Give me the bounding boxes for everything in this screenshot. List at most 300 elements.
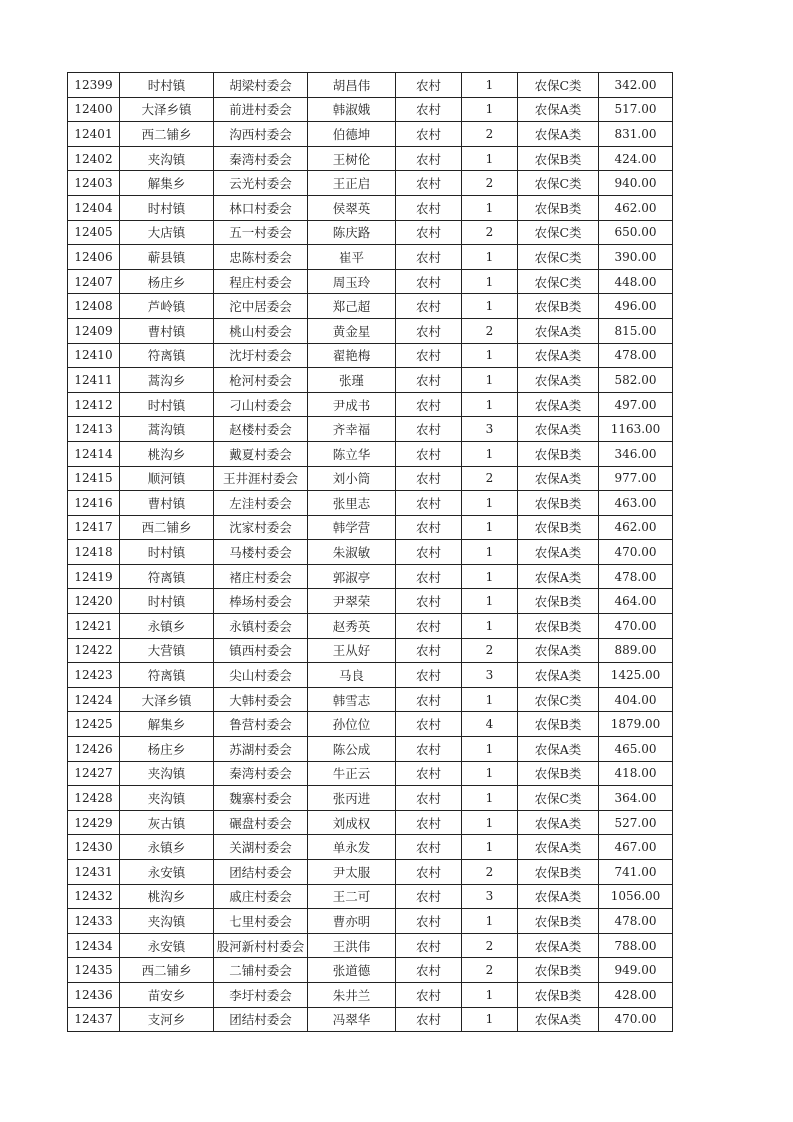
town-cell: 桃沟乡 bbox=[120, 884, 214, 909]
town-cell: 杨庄乡 bbox=[120, 269, 214, 294]
insurance-category-cell: 农保B类 bbox=[518, 909, 599, 934]
table-row bbox=[68, 417, 673, 442]
village-committee-cell: 鲁营村委会 bbox=[214, 712, 308, 737]
family-size-cell: 1 bbox=[462, 737, 518, 762]
insurance-category-cell: 农保C类 bbox=[518, 687, 599, 712]
town-cell: 曹村镇 bbox=[120, 318, 214, 343]
person-name-cell: 冯翠华 bbox=[308, 1007, 396, 1032]
record-id-cell: 12404 bbox=[68, 195, 120, 220]
household-type-cell: 农村 bbox=[396, 269, 462, 294]
amount-cell: 788.00 bbox=[599, 933, 673, 958]
person-name-cell: 张道德 bbox=[308, 958, 396, 983]
village-committee-cell: 魏寨村委会 bbox=[214, 786, 308, 811]
table-row bbox=[68, 122, 673, 147]
person-name-cell: 张瑾 bbox=[308, 368, 396, 393]
record-id-cell: 12435 bbox=[68, 958, 120, 983]
insurance-category-cell: 农保A类 bbox=[518, 466, 599, 491]
insurance-category-cell: 农保B类 bbox=[518, 491, 599, 516]
insurance-category-cell: 农保A类 bbox=[518, 933, 599, 958]
town-cell: 夹沟镇 bbox=[120, 786, 214, 811]
person-name-cell: 王洪伟 bbox=[308, 933, 396, 958]
record-id-cell: 12413 bbox=[68, 417, 120, 442]
person-name-cell: 张里志 bbox=[308, 491, 396, 516]
village-committee-cell: 褚庄村委会 bbox=[214, 564, 308, 589]
town-cell: 时村镇 bbox=[120, 589, 214, 614]
family-size-cell: 1 bbox=[462, 835, 518, 860]
family-size-cell: 2 bbox=[462, 122, 518, 147]
insurance-category-cell: 农保C类 bbox=[518, 269, 599, 294]
person-name-cell: 王正启 bbox=[308, 171, 396, 196]
town-cell: 时村镇 bbox=[120, 540, 214, 565]
insurance-category-cell: 农保A类 bbox=[518, 318, 599, 343]
table-row bbox=[68, 73, 673, 98]
town-cell: 蒿沟乡 bbox=[120, 368, 214, 393]
insurance-category-cell: 农保B类 bbox=[518, 515, 599, 540]
town-cell: 符离镇 bbox=[120, 663, 214, 688]
household-type-cell: 农村 bbox=[396, 97, 462, 122]
table-row bbox=[68, 368, 673, 393]
record-id-cell: 12409 bbox=[68, 318, 120, 343]
record-id-cell: 12426 bbox=[68, 737, 120, 762]
family-size-cell: 1 bbox=[462, 195, 518, 220]
family-size-cell: 1 bbox=[462, 73, 518, 98]
town-cell: 永安镇 bbox=[120, 933, 214, 958]
town-cell: 芦岭镇 bbox=[120, 294, 214, 319]
household-type-cell: 农村 bbox=[396, 122, 462, 147]
village-committee-cell: 股河新村村委会 bbox=[214, 933, 308, 958]
record-id-cell: 12408 bbox=[68, 294, 120, 319]
amount-cell: 470.00 bbox=[599, 1007, 673, 1032]
household-type-cell: 农村 bbox=[396, 318, 462, 343]
family-size-cell: 2 bbox=[462, 958, 518, 983]
family-size-cell: 1 bbox=[462, 909, 518, 934]
person-name-cell: 牛正云 bbox=[308, 761, 396, 786]
village-committee-cell: 左洼村委会 bbox=[214, 491, 308, 516]
person-name-cell: 伯德坤 bbox=[308, 122, 396, 147]
insurance-category-cell: 农保C类 bbox=[518, 171, 599, 196]
household-type-cell: 农村 bbox=[396, 761, 462, 786]
amount-cell: 582.00 bbox=[599, 368, 673, 393]
record-id-cell: 12403 bbox=[68, 171, 120, 196]
amount-cell: 404.00 bbox=[599, 687, 673, 712]
table-row bbox=[68, 171, 673, 196]
table-row bbox=[68, 810, 673, 835]
table-row bbox=[68, 343, 673, 368]
household-type-cell: 农村 bbox=[396, 712, 462, 737]
amount-cell: 1425.00 bbox=[599, 663, 673, 688]
household-type-cell: 农村 bbox=[396, 343, 462, 368]
insurance-category-cell: 农保B类 bbox=[518, 958, 599, 983]
household-type-cell: 农村 bbox=[396, 909, 462, 934]
insurance-category-cell: 农保C类 bbox=[518, 245, 599, 270]
family-size-cell: 1 bbox=[462, 491, 518, 516]
person-name-cell: 郑己超 bbox=[308, 294, 396, 319]
family-size-cell: 1 bbox=[462, 687, 518, 712]
table-row bbox=[68, 982, 673, 1007]
household-type-cell: 农村 bbox=[396, 171, 462, 196]
person-name-cell: 刘成权 bbox=[308, 810, 396, 835]
record-id-cell: 12417 bbox=[68, 515, 120, 540]
town-cell: 符离镇 bbox=[120, 343, 214, 368]
family-size-cell: 1 bbox=[462, 392, 518, 417]
town-cell: 时村镇 bbox=[120, 73, 214, 98]
family-size-cell: 1 bbox=[462, 245, 518, 270]
record-id-cell: 12422 bbox=[68, 638, 120, 663]
amount-cell: 346.00 bbox=[599, 441, 673, 466]
village-committee-cell: 前进村委会 bbox=[214, 97, 308, 122]
person-name-cell: 翟艳梅 bbox=[308, 343, 396, 368]
amount-cell: 467.00 bbox=[599, 835, 673, 860]
household-type-cell: 农村 bbox=[396, 368, 462, 393]
person-name-cell: 尹太服 bbox=[308, 860, 396, 885]
village-committee-cell: 枪河村委会 bbox=[214, 368, 308, 393]
village-committee-cell: 秦湾村委会 bbox=[214, 146, 308, 171]
household-type-cell: 农村 bbox=[396, 441, 462, 466]
household-type-cell: 农村 bbox=[396, 687, 462, 712]
household-type-cell: 农村 bbox=[396, 195, 462, 220]
table-row bbox=[68, 540, 673, 565]
person-name-cell: 赵秀英 bbox=[308, 614, 396, 639]
family-size-cell: 1 bbox=[462, 564, 518, 589]
household-type-cell: 农村 bbox=[396, 786, 462, 811]
record-id-cell: 12424 bbox=[68, 687, 120, 712]
household-type-cell: 农村 bbox=[396, 810, 462, 835]
table-row bbox=[68, 318, 673, 343]
record-id-cell: 12401 bbox=[68, 122, 120, 147]
amount-cell: 390.00 bbox=[599, 245, 673, 270]
amount-cell: 1056.00 bbox=[599, 884, 673, 909]
town-cell: 支河乡 bbox=[120, 1007, 214, 1032]
person-name-cell: 韩学营 bbox=[308, 515, 396, 540]
person-name-cell: 齐幸福 bbox=[308, 417, 396, 442]
village-committee-cell: 林口村委会 bbox=[214, 195, 308, 220]
village-committee-cell: 戴夏村委会 bbox=[214, 441, 308, 466]
town-cell: 大泽乡镇 bbox=[120, 687, 214, 712]
table-row bbox=[68, 589, 673, 614]
household-type-cell: 农村 bbox=[396, 294, 462, 319]
amount-cell: 889.00 bbox=[599, 638, 673, 663]
record-id-cell: 12406 bbox=[68, 245, 120, 270]
family-size-cell: 1 bbox=[462, 614, 518, 639]
amount-cell: 527.00 bbox=[599, 810, 673, 835]
amount-cell: 478.00 bbox=[599, 909, 673, 934]
insurance-category-cell: 农保C类 bbox=[518, 220, 599, 245]
town-cell: 大店镇 bbox=[120, 220, 214, 245]
town-cell: 大泽乡镇 bbox=[120, 97, 214, 122]
insurance-category-cell: 农保A类 bbox=[518, 564, 599, 589]
amount-cell: 470.00 bbox=[599, 614, 673, 639]
record-id-cell: 12429 bbox=[68, 810, 120, 835]
family-size-cell: 3 bbox=[462, 417, 518, 442]
person-name-cell: 张丙进 bbox=[308, 786, 396, 811]
village-committee-cell: 镇西村委会 bbox=[214, 638, 308, 663]
family-size-cell: 1 bbox=[462, 982, 518, 1007]
village-committee-cell: 桃山村委会 bbox=[214, 318, 308, 343]
town-cell: 蕲县镇 bbox=[120, 245, 214, 270]
insurance-category-cell: 农保A类 bbox=[518, 540, 599, 565]
insurance-category-cell: 农保B类 bbox=[518, 195, 599, 220]
town-cell: 灰古镇 bbox=[120, 810, 214, 835]
family-size-cell: 1 bbox=[462, 589, 518, 614]
record-id-cell: 12428 bbox=[68, 786, 120, 811]
person-name-cell: 崔平 bbox=[308, 245, 396, 270]
household-type-cell: 农村 bbox=[396, 589, 462, 614]
amount-cell: 1879.00 bbox=[599, 712, 673, 737]
family-size-cell: 3 bbox=[462, 663, 518, 688]
person-name-cell: 曹亦明 bbox=[308, 909, 396, 934]
insurance-category-cell: 农保A类 bbox=[518, 638, 599, 663]
family-size-cell: 2 bbox=[462, 220, 518, 245]
record-id-cell: 12434 bbox=[68, 933, 120, 958]
insurance-category-cell: 农保B类 bbox=[518, 441, 599, 466]
insurance-category-cell: 农保A类 bbox=[518, 884, 599, 909]
village-committee-cell: 大韩村委会 bbox=[214, 687, 308, 712]
town-cell: 苗安乡 bbox=[120, 982, 214, 1007]
town-cell: 西二铺乡 bbox=[120, 515, 214, 540]
amount-cell: 949.00 bbox=[599, 958, 673, 983]
amount-cell: 478.00 bbox=[599, 564, 673, 589]
village-committee-cell: 沱中居委会 bbox=[214, 294, 308, 319]
amount-cell: 465.00 bbox=[599, 737, 673, 762]
amount-cell: 815.00 bbox=[599, 318, 673, 343]
record-id-cell: 12421 bbox=[68, 614, 120, 639]
family-size-cell: 1 bbox=[462, 1007, 518, 1032]
family-size-cell: 1 bbox=[462, 146, 518, 171]
record-id-cell: 12432 bbox=[68, 884, 120, 909]
person-name-cell: 王从好 bbox=[308, 638, 396, 663]
village-committee-cell: 苏湖村委会 bbox=[214, 737, 308, 762]
record-id-cell: 12407 bbox=[68, 269, 120, 294]
family-size-cell: 1 bbox=[462, 368, 518, 393]
village-committee-cell: 李圩村委会 bbox=[214, 982, 308, 1007]
village-committee-cell: 团结村委会 bbox=[214, 1007, 308, 1032]
record-id-cell: 12430 bbox=[68, 835, 120, 860]
record-id-cell: 12427 bbox=[68, 761, 120, 786]
village-committee-cell: 忠陈村委会 bbox=[214, 245, 308, 270]
household-type-cell: 农村 bbox=[396, 884, 462, 909]
table-row bbox=[68, 737, 673, 762]
town-cell: 杨庄乡 bbox=[120, 737, 214, 762]
family-size-cell: 1 bbox=[462, 97, 518, 122]
table-row bbox=[68, 835, 673, 860]
record-id-cell: 12437 bbox=[68, 1007, 120, 1032]
village-committee-cell: 沟西村委会 bbox=[214, 122, 308, 147]
family-size-cell: 1 bbox=[462, 269, 518, 294]
village-committee-cell: 胡梁村委会 bbox=[214, 73, 308, 98]
insurance-category-cell: 农保B类 bbox=[518, 146, 599, 171]
amount-cell: 497.00 bbox=[599, 392, 673, 417]
insurance-category-cell: 农保A类 bbox=[518, 737, 599, 762]
person-name-cell: 单永发 bbox=[308, 835, 396, 860]
village-committee-cell: 五一村委会 bbox=[214, 220, 308, 245]
household-type-cell: 农村 bbox=[396, 958, 462, 983]
insurance-category-cell: 农保A类 bbox=[518, 835, 599, 860]
town-cell: 永镇乡 bbox=[120, 614, 214, 639]
amount-cell: 478.00 bbox=[599, 343, 673, 368]
town-cell: 解集乡 bbox=[120, 171, 214, 196]
table-row bbox=[68, 1007, 673, 1032]
record-id-cell: 12419 bbox=[68, 564, 120, 589]
record-id-cell: 12423 bbox=[68, 663, 120, 688]
household-type-cell: 农村 bbox=[396, 737, 462, 762]
family-size-cell: 4 bbox=[462, 712, 518, 737]
record-id-cell: 12418 bbox=[68, 540, 120, 565]
family-size-cell: 3 bbox=[462, 884, 518, 909]
table-row bbox=[68, 663, 673, 688]
village-committee-cell: 关湖村委会 bbox=[214, 835, 308, 860]
insurance-category-cell: 农保C类 bbox=[518, 73, 599, 98]
town-cell: 西二铺乡 bbox=[120, 122, 214, 147]
household-type-cell: 农村 bbox=[396, 614, 462, 639]
table-row bbox=[68, 294, 673, 319]
village-committee-cell: 沈圩村委会 bbox=[214, 343, 308, 368]
record-id-cell: 12399 bbox=[68, 73, 120, 98]
table-row bbox=[68, 491, 673, 516]
family-size-cell: 1 bbox=[462, 810, 518, 835]
person-name-cell: 孙位位 bbox=[308, 712, 396, 737]
village-committee-cell: 程庄村委会 bbox=[214, 269, 308, 294]
household-type-cell: 农村 bbox=[396, 933, 462, 958]
household-type-cell: 农村 bbox=[396, 1007, 462, 1032]
village-committee-cell: 马楼村委会 bbox=[214, 540, 308, 565]
village-committee-cell: 碾盘村委会 bbox=[214, 810, 308, 835]
person-name-cell: 朱井兰 bbox=[308, 982, 396, 1007]
amount-cell: 428.00 bbox=[599, 982, 673, 1007]
town-cell: 夹沟镇 bbox=[120, 761, 214, 786]
household-type-cell: 农村 bbox=[396, 638, 462, 663]
insurance-category-cell: 农保A类 bbox=[518, 343, 599, 368]
village-committee-cell: 棒场村委会 bbox=[214, 589, 308, 614]
family-size-cell: 2 bbox=[462, 860, 518, 885]
household-type-cell: 农村 bbox=[396, 860, 462, 885]
insurance-category-cell: 农保A类 bbox=[518, 663, 599, 688]
town-cell: 大营镇 bbox=[120, 638, 214, 663]
amount-cell: 517.00 bbox=[599, 97, 673, 122]
record-id-cell: 12436 bbox=[68, 982, 120, 1007]
person-name-cell: 陈立华 bbox=[308, 441, 396, 466]
family-size-cell: 2 bbox=[462, 466, 518, 491]
village-committee-cell: 七里村委会 bbox=[214, 909, 308, 934]
table-row bbox=[68, 269, 673, 294]
household-type-cell: 农村 bbox=[396, 146, 462, 171]
person-name-cell: 郭淑亭 bbox=[308, 564, 396, 589]
household-type-cell: 农村 bbox=[396, 663, 462, 688]
insurance-category-cell: 农保B类 bbox=[518, 712, 599, 737]
household-type-cell: 农村 bbox=[396, 515, 462, 540]
table-row bbox=[68, 195, 673, 220]
person-name-cell: 周玉玲 bbox=[308, 269, 396, 294]
person-name-cell: 王二可 bbox=[308, 884, 396, 909]
person-name-cell: 胡昌伟 bbox=[308, 73, 396, 98]
village-committee-cell: 团结村委会 bbox=[214, 860, 308, 885]
insurance-category-cell: 农保A类 bbox=[518, 417, 599, 442]
record-id-cell: 12414 bbox=[68, 441, 120, 466]
records-table bbox=[67, 72, 673, 1032]
record-id-cell: 12433 bbox=[68, 909, 120, 934]
person-name-cell: 刘小筒 bbox=[308, 466, 396, 491]
town-cell: 夹沟镇 bbox=[120, 146, 214, 171]
family-size-cell: 1 bbox=[462, 441, 518, 466]
record-id-cell: 12411 bbox=[68, 368, 120, 393]
town-cell: 永安镇 bbox=[120, 860, 214, 885]
amount-cell: 470.00 bbox=[599, 540, 673, 565]
record-id-cell: 12402 bbox=[68, 146, 120, 171]
household-type-cell: 农村 bbox=[396, 982, 462, 1007]
record-id-cell: 12412 bbox=[68, 392, 120, 417]
amount-cell: 741.00 bbox=[599, 860, 673, 885]
insurance-category-cell: 农保B类 bbox=[518, 294, 599, 319]
amount-cell: 1163.00 bbox=[599, 417, 673, 442]
table-row bbox=[68, 958, 673, 983]
amount-cell: 464.00 bbox=[599, 589, 673, 614]
person-name-cell: 黄金星 bbox=[308, 318, 396, 343]
insurance-category-cell: 农保A类 bbox=[518, 1007, 599, 1032]
family-size-cell: 2 bbox=[462, 638, 518, 663]
table-row bbox=[68, 564, 673, 589]
record-id-cell: 12405 bbox=[68, 220, 120, 245]
table-body bbox=[68, 73, 673, 1032]
village-committee-cell: 戚庄村委会 bbox=[214, 884, 308, 909]
table-row bbox=[68, 638, 673, 663]
family-size-cell: 1 bbox=[462, 786, 518, 811]
insurance-category-cell: 农保A类 bbox=[518, 122, 599, 147]
table-row bbox=[68, 515, 673, 540]
table-row bbox=[68, 712, 673, 737]
person-name-cell: 朱淑敏 bbox=[308, 540, 396, 565]
table-row bbox=[68, 614, 673, 639]
household-type-cell: 农村 bbox=[396, 417, 462, 442]
person-name-cell: 尹成书 bbox=[308, 392, 396, 417]
table-row bbox=[68, 441, 673, 466]
record-id-cell: 12400 bbox=[68, 97, 120, 122]
record-id-cell: 12431 bbox=[68, 860, 120, 885]
household-type-cell: 农村 bbox=[396, 220, 462, 245]
table-row bbox=[68, 392, 673, 417]
table-row bbox=[68, 687, 673, 712]
insurance-category-cell: 农保A类 bbox=[518, 97, 599, 122]
household-type-cell: 农村 bbox=[396, 466, 462, 491]
amount-cell: 448.00 bbox=[599, 269, 673, 294]
record-id-cell: 12410 bbox=[68, 343, 120, 368]
table-row bbox=[68, 909, 673, 934]
village-committee-cell: 赵楼村委会 bbox=[214, 417, 308, 442]
family-size-cell: 2 bbox=[462, 933, 518, 958]
insurance-category-cell: 农保B类 bbox=[518, 589, 599, 614]
household-type-cell: 农村 bbox=[396, 491, 462, 516]
table-row bbox=[68, 146, 673, 171]
household-type-cell: 农村 bbox=[396, 392, 462, 417]
insurance-category-cell: 农保B类 bbox=[518, 761, 599, 786]
village-committee-cell: 永镇村委会 bbox=[214, 614, 308, 639]
amount-cell: 418.00 bbox=[599, 761, 673, 786]
town-cell: 曹村镇 bbox=[120, 491, 214, 516]
amount-cell: 496.00 bbox=[599, 294, 673, 319]
household-type-cell: 农村 bbox=[396, 245, 462, 270]
amount-cell: 831.00 bbox=[599, 122, 673, 147]
insurance-category-cell: 农保A类 bbox=[518, 392, 599, 417]
insurance-category-cell: 农保B类 bbox=[518, 614, 599, 639]
family-size-cell: 1 bbox=[462, 540, 518, 565]
table-row bbox=[68, 884, 673, 909]
village-committee-cell: 尖山村委会 bbox=[214, 663, 308, 688]
record-id-cell: 12425 bbox=[68, 712, 120, 737]
family-size-cell: 1 bbox=[462, 515, 518, 540]
insurance-category-cell: 农保C类 bbox=[518, 786, 599, 811]
family-size-cell: 1 bbox=[462, 294, 518, 319]
town-cell: 符离镇 bbox=[120, 564, 214, 589]
town-cell: 时村镇 bbox=[120, 392, 214, 417]
person-name-cell: 韩雪志 bbox=[308, 687, 396, 712]
